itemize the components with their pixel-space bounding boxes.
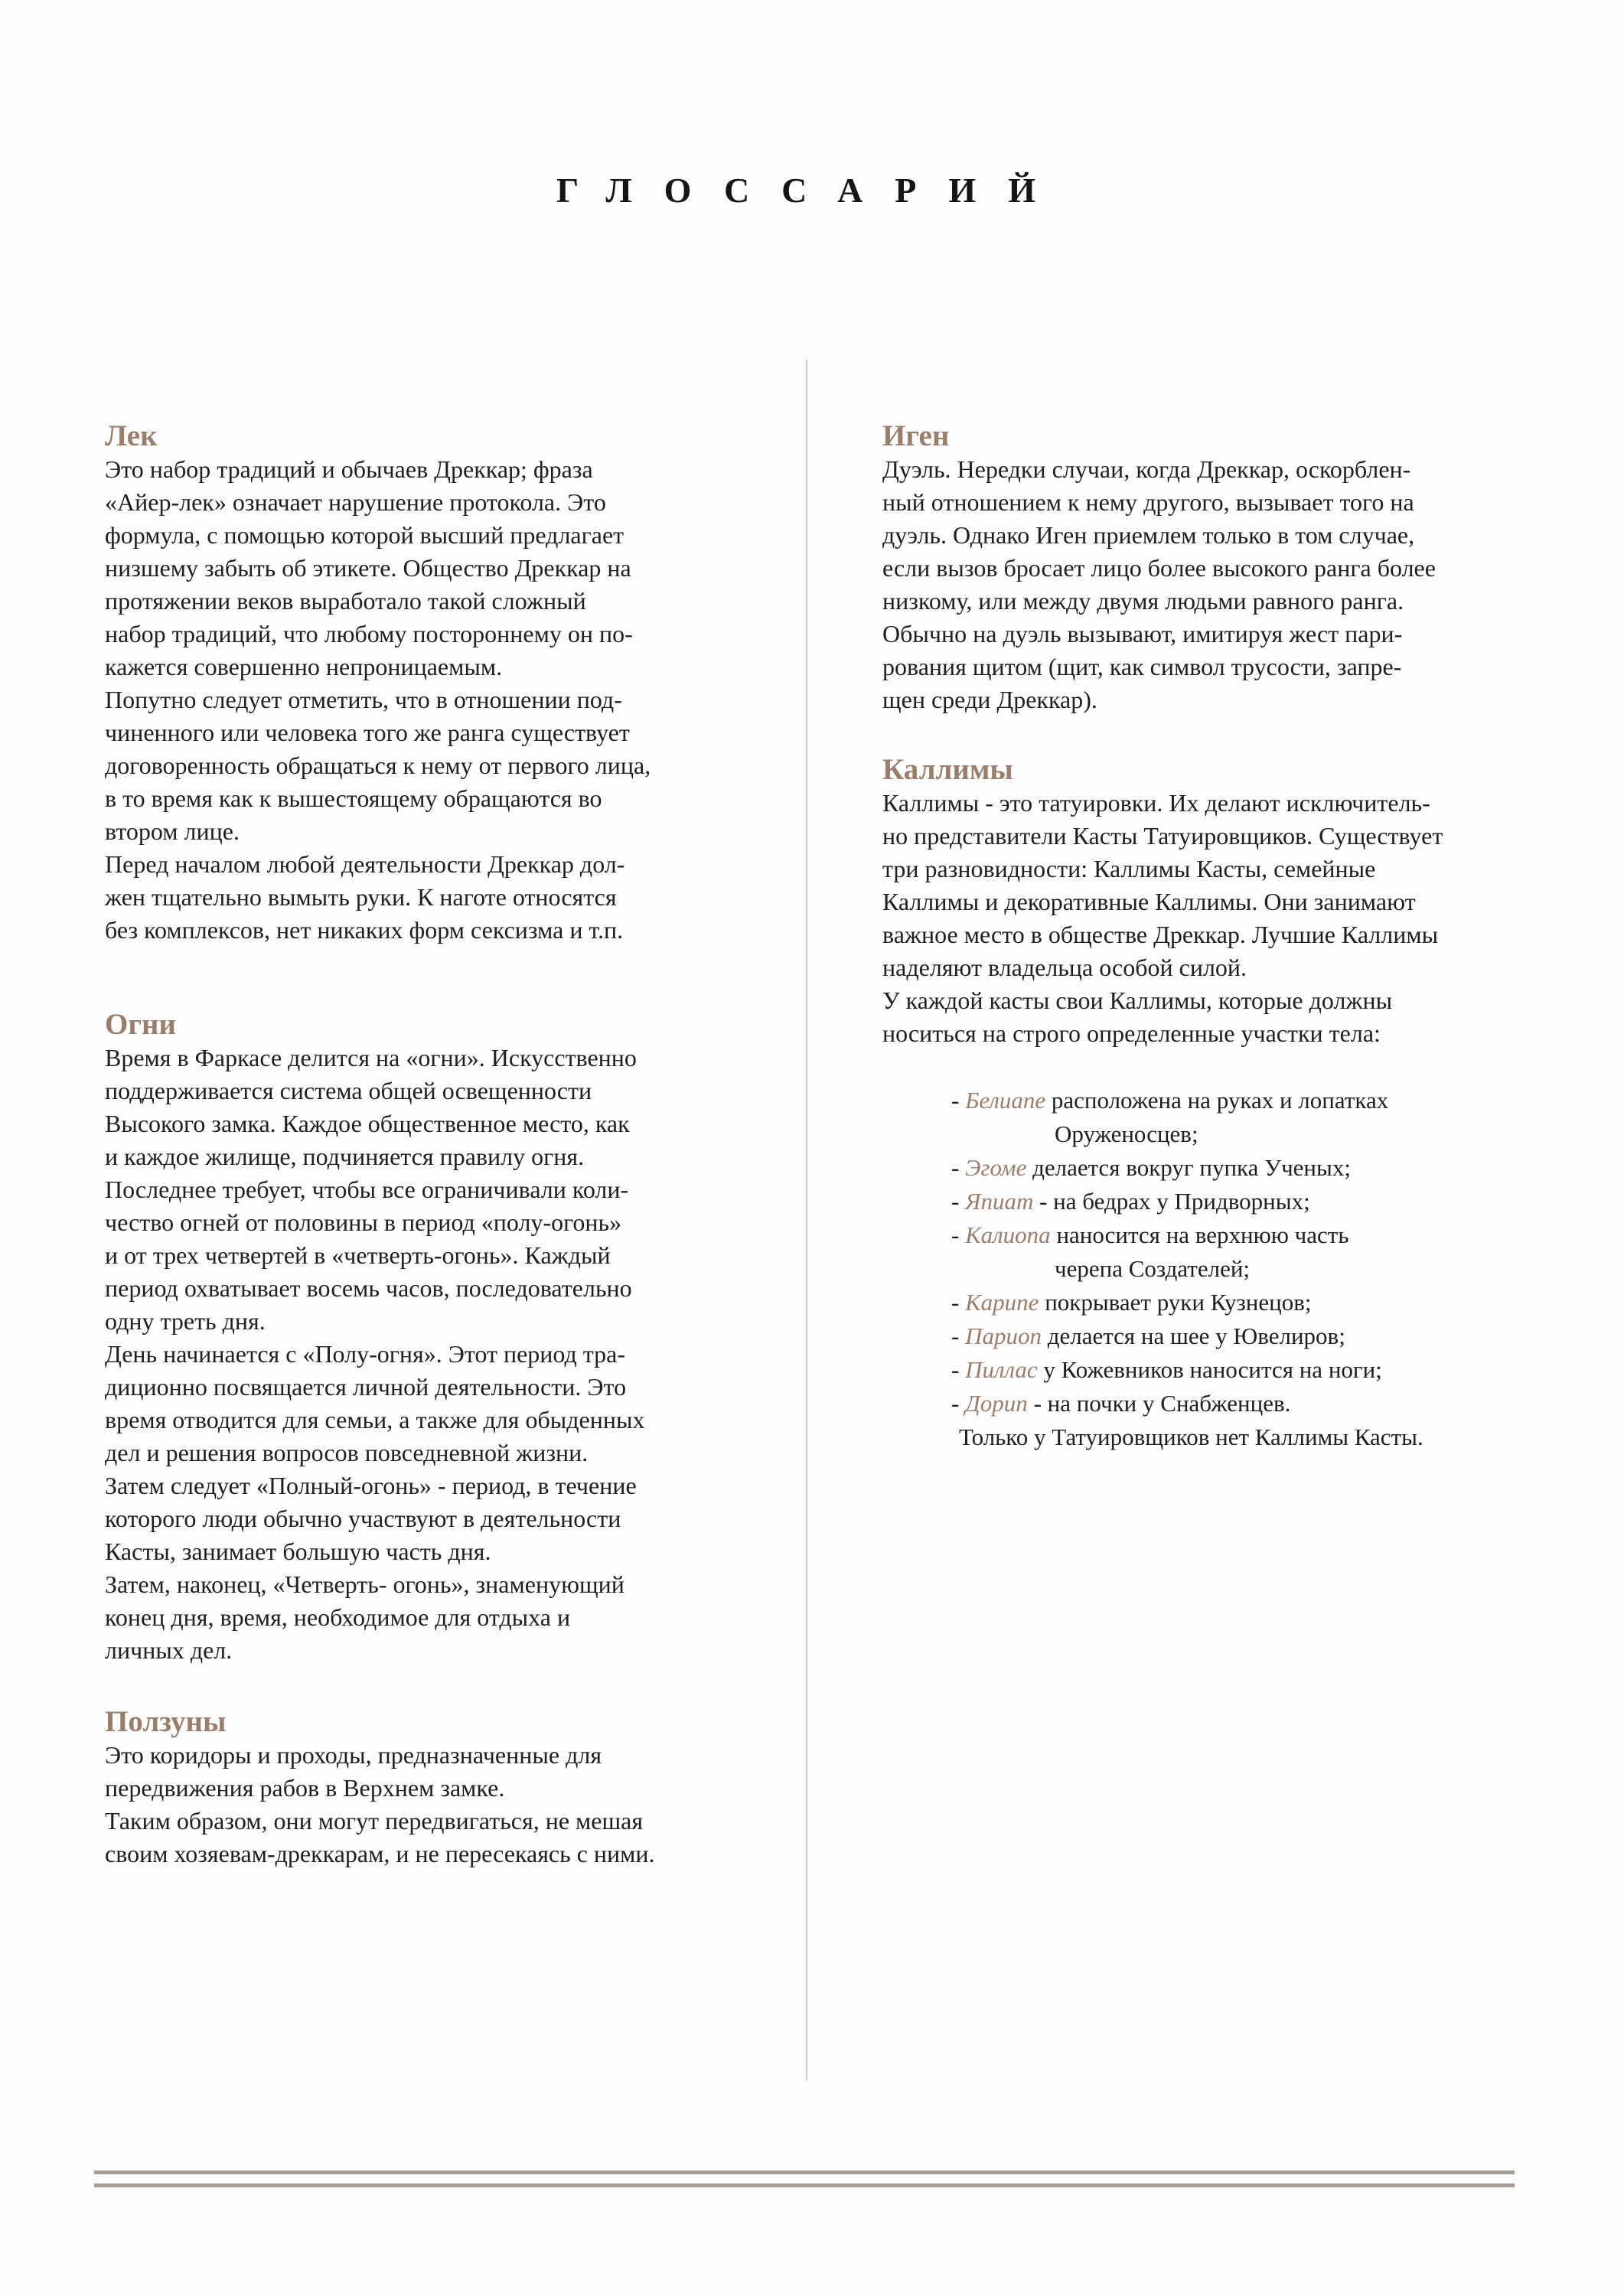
kallima-desc: делается вокруг пупка Ученых; [1026, 1154, 1351, 1181]
footer-rule-bottom [94, 2183, 1515, 2187]
kallima-term: Белиапе [965, 1087, 1046, 1114]
kallima-desc: - на почки у Снабженцев. [1027, 1390, 1291, 1417]
kallima-list-item-cont: Оруженосцев; [1055, 1120, 1198, 1147]
kallima-list-item-cont: черепа Создателей; [1055, 1255, 1251, 1282]
kallima-term: Пиллас [965, 1356, 1038, 1383]
kallima-list-item: - Дорип - на почки у Снабженцев. [951, 1390, 1291, 1417]
right-column [882, 419, 1518, 1453]
kallima-list-item: - Пиллас у Кожевников наносится на ноги; [951, 1356, 1382, 1383]
kallima-desc: наносится на верхнюю часть [1050, 1221, 1349, 1248]
entry-lek [105, 419, 740, 947]
kallima-term: Карипе [965, 1289, 1039, 1316]
kallima-list-item: - Париоп делается на шее у Ювелиров; [951, 1322, 1345, 1349]
entry-heading: Каллимы [882, 753, 1013, 786]
footer-rule-top [94, 2170, 1515, 2174]
entry-text: Дуэль. Нередки случаи, когда Дреккар, оскорблен- ный отношением к нему другого, вызывает того на дуэль. Однако Иген приемлем только в том случае, если вызов бросает лицо более высокого ранга более низкому, или между двумя людьми равного ранга. Обычно на дуэль вызывают, имитируя жест пари- рования щитом (щит, как символ трусости, запре- щен среди Дреккар). [882, 455, 1436, 713]
entry-heading: Огни [105, 1008, 176, 1041]
kallima-list-item: - Япиат - на бедрах у Придворных; [951, 1188, 1310, 1215]
entry-heading: Ползуны [105, 1705, 227, 1738]
kallima-footer: Только у Татуировщиков нет Каллимы Касты. [959, 1424, 1423, 1450]
kallima-desc: - на бедрах у Придворных; [1033, 1188, 1310, 1215]
left-column [105, 419, 740, 1870]
kallima-list-item: - Карипе покрывает руки Кузнецов; [951, 1289, 1312, 1316]
kallima-desc: делается на шее у Ювелиров; [1041, 1322, 1345, 1349]
page-title: ГЛОССАРИЙ [556, 171, 1068, 210]
kallima-list-item: - Калиопа наносится на верхнюю часть [951, 1221, 1349, 1248]
entry-ogni [105, 1008, 740, 1667]
entry-igen [882, 419, 1518, 716]
entry-kallimy [882, 753, 1518, 1453]
entry-text: Это коридоры и проходы, предназначенные для передвижения рабов в Верхнем замке. Таким образом, они могут передвигаться, не мешая своим хозяевам-дреккарам, и не пересекаясь с ними. [105, 1741, 655, 1867]
entry-heading: Лек [105, 419, 158, 452]
kallima-desc: расположена на руках и лопатках [1045, 1087, 1389, 1114]
kallima-term: Япиат [965, 1188, 1034, 1215]
entry-polzuny [105, 1705, 740, 1870]
kallima-desc: у Кожевников наносится на ноги; [1037, 1356, 1382, 1383]
kallima-term: Париоп [965, 1322, 1042, 1349]
entry-text: Время в Фаркасе делится на «огни». Искусственно поддерживается система общей освещенности Высокого замка. Каждое общественное место, как и каждое жилище, подчиняется правилу огня. Последнее требует, чтобы все ограничивали коли- чество огней от половины в период «полу-огонь» и от трех четвертей в «четверть-огонь». Каждый период охватывает восемь часов, последовательно одну треть дня. День начинается с «Полу-огня». Этот период тра- диционно посвящается личной деятельности. Это время отводится для семьи, а также для обыденных дел и решения вопросов повседневной жизни. Затем следует «Полный-огонь» - период, в течение которого люди обычно участвуют в деятельности Касты, занимает большую часть дня. Затем, наконец, «Четверть- огонь», знаменующий конец дня, время, необходимое для отдыха и личных дел. [105, 1044, 645, 1664]
entry-text: Каллимы - это татуировки. Их делают исключитель- но представители Касты Татуировщиков. Существует три разновидности: Каллимы Касты, семейные Каллимы и декоративные Каллимы. Они занимают важное место в обществе Дреккар. Лучшие Каллимы наделяют владельца особой силой. У каждой касты свои Каллимы, которые должны носиться на строго определенные участки тела: [882, 789, 1443, 1047]
kallima-desc: покрывает руки Кузнецов; [1039, 1289, 1312, 1316]
entry-heading: Иген [882, 419, 950, 452]
kallima-list-item: - Белиапе расположена на руках и лопатках [951, 1087, 1389, 1114]
entry-text: Это набор традиций и обычаев Дреккар; фраза «Айер-лек» означает нарушение протокола. Это формула, с помощью которой высший предлагает низшему забыть об этикете. Общество Дреккар на протяжении веков выработало такой сложный набор традиций, что любому постороннему он по- кажется совершенно непроницаемым. Попутно следует отметить, что в отношении под- чиненного или человека того же ранга существует договоренность обращаться к нему от первого лица, в то время как к вышестоящему обращаются во втором лице. Перед началом любой деятельности Дреккар дол- жен тщательно вымыть руки. К наготе относятся без комплексов, нет никаких форм сексизма и т.п. [105, 455, 651, 944]
kallima-term: Эгоме [965, 1154, 1027, 1181]
column-divider [806, 360, 807, 2080]
kallima-list-item: - Эгоме делается вокруг пупка Ученых; [951, 1154, 1351, 1181]
kallima-term: Дорип [965, 1390, 1028, 1417]
kallima-term: Калиопа [965, 1221, 1051, 1248]
kallima-list [882, 1084, 1518, 1420]
